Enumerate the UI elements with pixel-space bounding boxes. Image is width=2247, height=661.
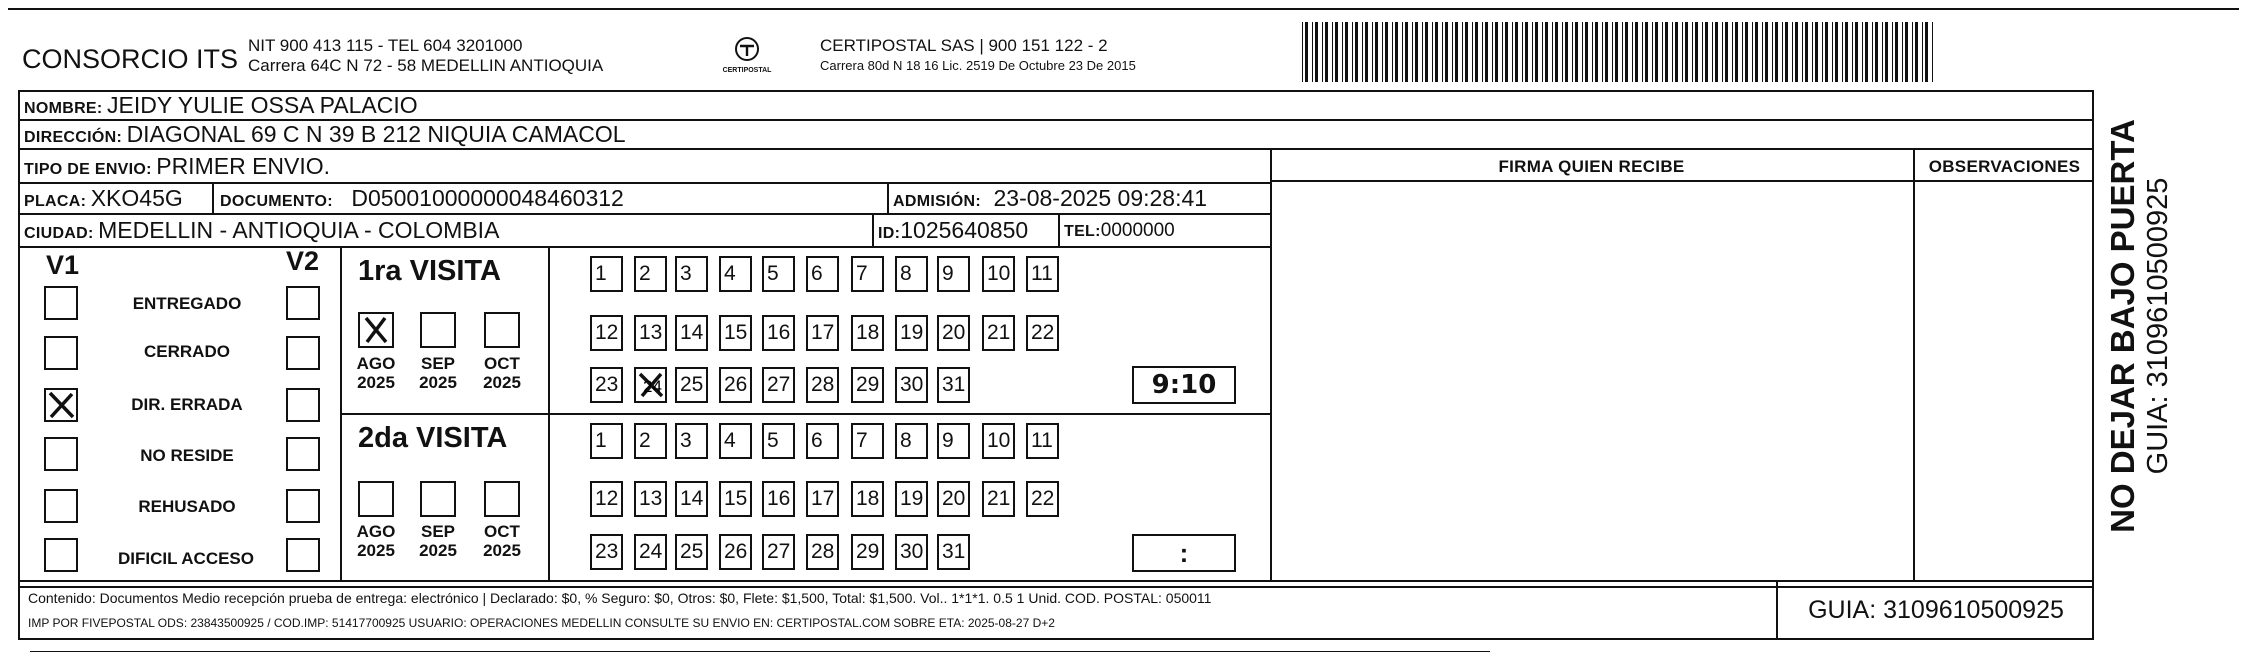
day-box-27[interactable]: 27 [762, 367, 795, 403]
ciudad-label: CIUDAD: [24, 225, 94, 242]
tipo-envio-label: TIPO DE ENVIO: [24, 161, 152, 178]
day-box-29[interactable]: 29 [851, 367, 884, 403]
day-box-16[interactable]: 16 [762, 481, 795, 517]
day-box-10[interactable]: 10 [982, 423, 1015, 459]
day-box-22[interactable]: 22 [1026, 315, 1059, 351]
first-visit-oct-checkbox[interactable] [484, 312, 520, 348]
day-box-17[interactable]: 17 [806, 315, 839, 351]
day-box-3[interactable]: 3 [675, 256, 708, 292]
day-box-19[interactable]: 19 [895, 315, 928, 351]
day-box-18[interactable]: 18 [851, 315, 884, 351]
day-box-22[interactable]: 22 [1026, 481, 1059, 517]
day-box-20[interactable]: 20 [937, 315, 970, 351]
day-box-17[interactable]: 17 [806, 481, 839, 517]
day-box-4[interactable]: 4 [719, 423, 752, 459]
second-visit-month-oct: OCT 2025 [483, 522, 521, 560]
second-visit-month-ago: AGO 2025 [356, 522, 396, 560]
day-box-7[interactable]: 7 [851, 256, 884, 292]
tel-value: 0000000 [1100, 220, 1175, 241]
v2-entregado-checkbox[interactable] [286, 286, 320, 320]
day-box-12[interactable]: 12 [590, 481, 623, 517]
day-box-8[interactable]: 8 [895, 423, 928, 459]
second-visit-ago-checkbox[interactable] [358, 481, 394, 517]
direccion-row [24, 121, 626, 148]
certipostal-logo-icon [732, 36, 762, 62]
tipo-envio-value: PRIMER ENVIO. [156, 153, 331, 179]
day-box-29[interactable]: 29 [851, 534, 884, 570]
second-visit-sep-checkbox[interactable] [420, 481, 456, 517]
day-box-18[interactable]: 18 [851, 481, 884, 517]
footer-contenido: Contenido: Documentos Medio recepción prueba de entrega: electrónico | Declarado: $0, % Seguro: $0, Otros: $0, Flete: $1,500, Total: $1,500. Vol.. 1*1*1. 0.5 1 Unid. COD. POSTAL: 050011 [28, 590, 1212, 606]
logo-text: CERTIPOSTAL [722, 67, 772, 74]
id-cell [878, 217, 1028, 244]
day-box-11[interactable]: 11 [1026, 256, 1059, 292]
ciudad-value: MEDELLIN - ANTIOQUIA - COLOMBIA [98, 217, 500, 243]
day-box-9[interactable]: 9 [937, 423, 970, 459]
footer-imp-line: IMP POR FIVEPOSTAL ODS: 23843500925 / COD.IMP: 51417700925 USUARIO: OPERACIONES MEDELLIN CONSULTE SU ENVIO EN: CERTIPOSTAL.COM SOBRE ETA: 2025-08-27 D+2 [28, 616, 1055, 630]
day-box-4[interactable]: 4 [719, 256, 752, 292]
handwritten-x-mark-icon [361, 315, 391, 345]
v2-no-reside-checkbox[interactable] [286, 437, 320, 471]
side-notice: NO DEJAR BAJO PUERTA [2104, 119, 2141, 533]
day-box-6[interactable]: 6 [806, 423, 839, 459]
day-box-2[interactable]: 2 [634, 423, 667, 459]
v1-dir-errada-checkbox[interactable] [44, 388, 78, 422]
company-name: CONSORCIO ITS [22, 44, 239, 74]
day-box-10[interactable]: 10 [982, 256, 1015, 292]
first-visit-month-ago: AGO 2025 [356, 354, 396, 392]
top-border [8, 8, 2239, 10]
day-box-26[interactable]: 26 [719, 367, 752, 403]
day-box-21[interactable]: 21 [982, 481, 1015, 517]
status-dir-errada: DIR. ERRADA [131, 395, 243, 414]
first-visit-title: 1ra VISITA [358, 255, 501, 287]
day-box-16[interactable]: 16 [762, 315, 795, 351]
day-box-19[interactable]: 19 [895, 481, 928, 517]
day-box-8[interactable]: 8 [895, 256, 928, 292]
day-box-13[interactable]: 13 [634, 315, 667, 351]
v2-header: V2 [286, 246, 320, 276]
admision-value: 23-08-2025 09:28:41 [993, 185, 1208, 211]
side-guia: GUIA: 3109610500925 [2142, 177, 2174, 475]
day-box-24[interactable] [634, 367, 667, 403]
day-box-30[interactable]: 30 [895, 367, 928, 403]
day-box-20[interactable]: 20 [937, 481, 970, 517]
first-visit-ago-checkbox[interactable] [358, 312, 394, 348]
day-box-7[interactable]: 7 [851, 423, 884, 459]
nombre-row [24, 92, 418, 119]
handwritten-x-mark-icon [46, 390, 76, 420]
admision-cell [893, 185, 1207, 212]
day-box-21[interactable]: 21 [982, 315, 1015, 351]
admision-label: ADMISIÓN: [893, 193, 982, 210]
day-box-14[interactable]: 14 [675, 481, 708, 517]
handwritten-x-mark-icon [637, 370, 665, 400]
status-entregado: ENTREGADO [132, 294, 242, 313]
nombre-label: NOMBRE: [24, 100, 103, 117]
day-box-3[interactable]: 3 [675, 423, 708, 459]
day-box-31[interactable]: 31 [937, 534, 970, 570]
first-visit-time[interactable]: 9:10 [1132, 366, 1236, 404]
day-box-24[interactable]: 24 [634, 534, 667, 570]
tel-cell [1064, 220, 1175, 242]
day-box-30[interactable]: 30 [895, 534, 928, 570]
day-box-14[interactable]: 14 [675, 315, 708, 351]
certi-line1: CERTIPOSTAL SAS | 900 151 122 - 2 [820, 36, 1108, 55]
v1-dificil-acceso-checkbox[interactable] [44, 538, 78, 572]
address-line: Carrera 64C N 72 - 58 MEDELLIN ANTIOQUIA [248, 56, 604, 75]
certipostal-logo [722, 36, 772, 74]
observaciones-header: OBSERVACIONES [1928, 157, 2081, 176]
v2-rehusado-checkbox[interactable] [286, 489, 320, 523]
day-box-12[interactable]: 12 [590, 315, 623, 351]
second-visit-month-sep: SEP 2025 [419, 522, 457, 560]
day-box-11[interactable]: 11 [1026, 423, 1059, 459]
day-box-15[interactable]: 15 [719, 315, 752, 351]
day-box-25[interactable]: 25 [675, 367, 708, 403]
tel-label: TEL: [1064, 223, 1101, 240]
certi-line2: Carrera 80d N 18 16 Lic. 2519 De Octubre 23 De 2015 [820, 58, 1136, 73]
second-visit-title: 2da VISITA [358, 422, 508, 454]
id-label: ID: [878, 225, 901, 242]
placa-label: PLACA: [24, 193, 87, 210]
documento-value: D05001000000048460312 [351, 185, 624, 211]
tipo-envio-row [24, 153, 330, 180]
direccion-label: DIRECCIÓN: [24, 129, 123, 146]
day-box-6[interactable]: 6 [806, 256, 839, 292]
status-dificil-acceso: DIFICIL ACCESO [117, 549, 254, 568]
first-visit-month-sep: SEP 2025 [419, 354, 457, 392]
status-no-reside: NO RESIDE [140, 446, 234, 465]
v1-no-reside-checkbox[interactable] [44, 437, 78, 471]
day-box-23[interactable]: 23 [590, 534, 623, 570]
second-visit-oct-checkbox[interactable] [484, 481, 520, 517]
nit-line: NIT 900 413 115 - TEL 604 3201000 [248, 36, 523, 55]
barcode-image [1302, 22, 1938, 82]
day-box-5[interactable]: 5 [762, 256, 795, 292]
day-box-1[interactable]: 1 [590, 423, 623, 459]
day-box-28[interactable]: 28 [806, 367, 839, 403]
v2-dir-errada-checkbox[interactable] [286, 388, 320, 422]
placa-cell [24, 185, 183, 212]
documento-label: DOCUMENTO: [220, 193, 333, 210]
svg-text:24: 24 [642, 377, 662, 396]
documento-cell [220, 185, 624, 212]
firma-header: FIRMA QUIEN RECIBE [1498, 157, 1685, 176]
day-box-28[interactable]: 28 [806, 534, 839, 570]
placa-value: XKO45G [90, 185, 183, 211]
day-box-1[interactable]: 1 [590, 256, 623, 292]
day-box-5[interactable]: 5 [762, 423, 795, 459]
status-rehusado: REHUSADO [138, 497, 236, 516]
day-box-9[interactable]: 9 [937, 256, 970, 292]
first-visit-month-oct: OCT 2025 [483, 354, 521, 392]
day-box-23[interactable]: 23 [590, 367, 623, 403]
v1-header: V1 [46, 250, 80, 280]
ciudad-cell [24, 217, 499, 244]
day-box-2[interactable]: 2 [634, 256, 667, 292]
v1-rehusado-checkbox[interactable] [44, 489, 78, 523]
v2-cerrado-checkbox[interactable] [286, 336, 320, 370]
footer-guia: GUIA: 3109610500925 [1808, 596, 2064, 624]
status-cerrado: CERRADO [144, 342, 230, 361]
v1-cerrado-checkbox[interactable] [44, 336, 78, 370]
id-value: 1025640850 [900, 217, 1029, 243]
v1-entregado-checkbox[interactable] [44, 286, 78, 320]
direccion-value: DIAGONAL 69 C N 39 B 212 NIQUIA CAMACOL [126, 121, 626, 147]
nombre-value: JEIDY YULIE OSSA PALACIO [107, 92, 418, 118]
first-visit-sep-checkbox[interactable] [420, 312, 456, 348]
day-box-25[interactable]: 25 [675, 534, 708, 570]
day-box-26[interactable]: 26 [719, 534, 752, 570]
v2-dificil-acceso-checkbox[interactable] [286, 538, 320, 572]
day-box-15[interactable]: 15 [719, 481, 752, 517]
second-visit-time[interactable]: : [1132, 534, 1236, 572]
day-box-27[interactable]: 27 [762, 534, 795, 570]
day-box-13[interactable]: 13 [634, 481, 667, 517]
day-box-31[interactable]: 31 [937, 367, 970, 403]
